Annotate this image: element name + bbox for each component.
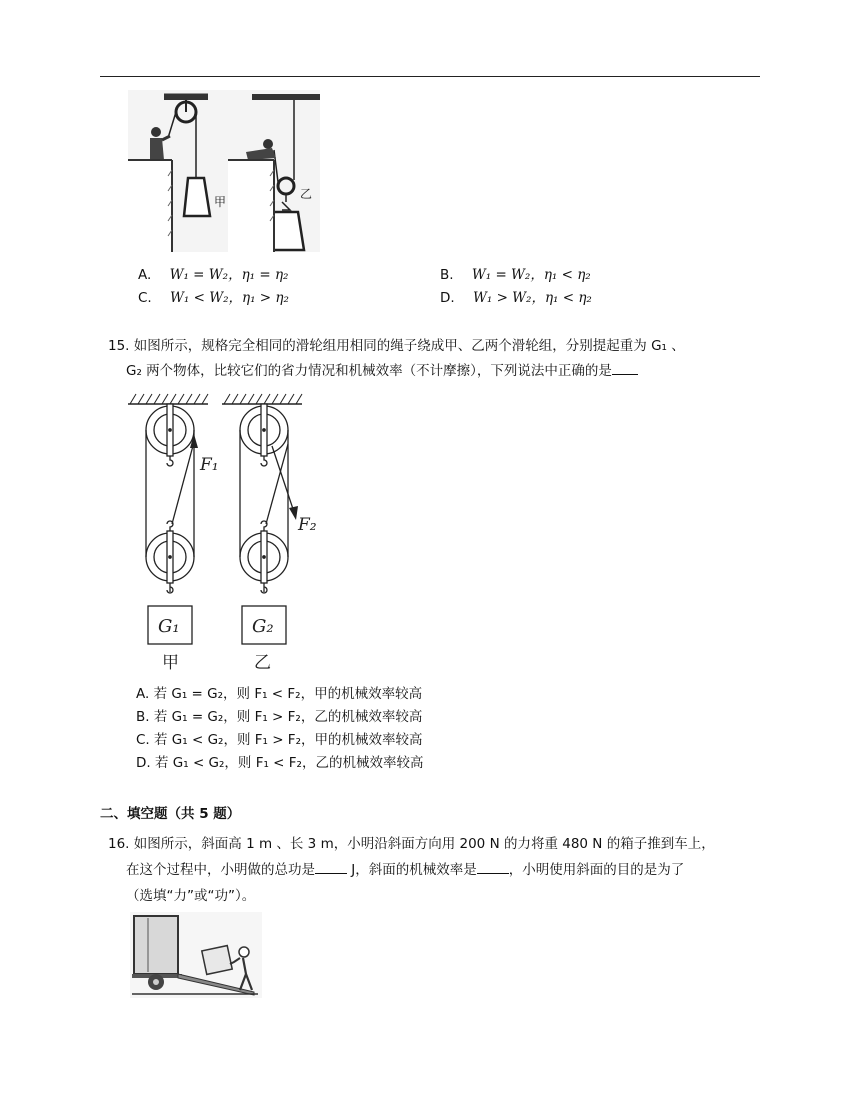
q14-label-yi: 乙 [300, 187, 313, 201]
answer-blank-work[interactable] [315, 860, 347, 874]
q14-option-c[interactable] [138, 288, 289, 308]
q15-label-jia: 甲 [162, 653, 179, 673]
answer-blank[interactable] [612, 361, 638, 375]
question-text: J，斜面的机械效率是 [347, 862, 477, 878]
option-letter: B. [136, 709, 150, 725]
option-letter: C. [136, 732, 150, 748]
question-text: 如图所示，斜面高 1 m 、长 3 m，小明沿斜面方向用 200 N 的力将重 480 N 的箱子推到车上， [133, 836, 715, 852]
question-text: （选填“力”或“功”）。 [126, 888, 256, 904]
question-text: 在这个过程中，小明做的总功是 [126, 862, 315, 878]
option-letter: A. [138, 267, 152, 283]
question-text: G₂ 两个物体，比较它们的省力情况和机械效率（不计摩擦），下列说法中正确的是 [126, 363, 612, 379]
q15-option-b[interactable] [136, 707, 422, 727]
q15-stem-line1 [108, 336, 685, 356]
q14-figure [128, 90, 320, 252]
q16-incline-figure [130, 912, 262, 998]
q15-label-f2: F₂ [298, 515, 317, 535]
q15-stem-line2 [126, 361, 638, 381]
section-title: 二、填空题（共 5 题） [100, 806, 241, 822]
q16-stem-line1 [108, 834, 715, 854]
option-letter: D. [440, 290, 455, 306]
question-text: ，小明使用斜面的目的是为了 [508, 862, 685, 878]
q15-option-c[interactable] [136, 730, 423, 750]
option-text: W₁ > W₂，η₁ < η₂ [472, 290, 592, 306]
header-rule [100, 76, 760, 77]
q15-label-g1: G₁ [158, 616, 180, 637]
question-number: 15. [108, 338, 130, 354]
option-text: 若 G₁ = G₂，则 F₁ > F₂，乙的机械效率较高 [153, 709, 423, 725]
question-text: 如图所示，规格完全相同的滑轮组用相同的绳子绕成甲、乙两个滑轮组，分别提起重为 G₁ 、 [133, 338, 685, 354]
q15-label-g2: G₂ [252, 616, 274, 637]
option-text: W₁ = W₂，η₁ < η₂ [471, 267, 591, 283]
q15-pulley-figure [124, 388, 334, 673]
q14-label-jia: 甲 [214, 195, 227, 209]
option-letter: C. [138, 290, 152, 306]
option-letter: B. [440, 267, 454, 283]
q14-option-d[interactable] [440, 288, 592, 308]
option-text: 若 G₁ = G₂，则 F₁ < F₂，甲的机械效率较高 [153, 686, 423, 702]
q15-option-d[interactable] [136, 753, 423, 773]
option-text: W₁ < W₂，η₁ > η₂ [170, 290, 289, 306]
q16-stem-line3 [126, 886, 255, 906]
q15-option-a[interactable] [136, 684, 422, 704]
option-letter: D. [136, 755, 151, 771]
option-letter: A. [136, 686, 150, 702]
q14-option-a[interactable] [138, 265, 288, 285]
q14-option-b[interactable] [440, 265, 591, 285]
q15-label-f1: F₁ [200, 455, 219, 475]
q16-stem-line2 [126, 860, 684, 880]
answer-blank-efficiency[interactable] [477, 860, 509, 874]
option-text: 若 G₁ < G₂，则 F₁ < F₂，乙的机械效率较高 [154, 755, 424, 771]
option-text: 若 G₁ < G₂，则 F₁ > F₂，甲的机械效率较高 [154, 732, 423, 748]
q15-label-yi: 乙 [254, 653, 271, 673]
option-text: W₁ = W₂，η₁ = η₂ [169, 267, 289, 283]
question-number: 16. [108, 836, 130, 852]
